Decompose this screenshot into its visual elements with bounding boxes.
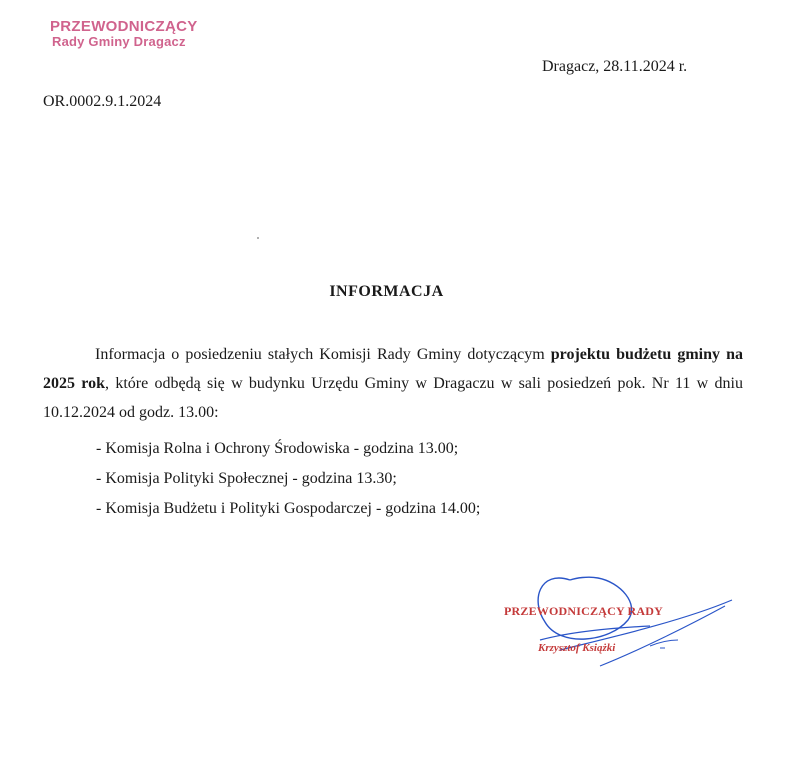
committee-list (96, 434, 480, 524)
list-item: - Komisja Rolna i Ochrony Środowiska - godzina 13.00; (96, 440, 459, 457)
body-paragraph (43, 340, 743, 427)
paragraph-part-1: Informacja o posiedzeniu stałych Komisji Rady Gminy dotyczącym (95, 346, 551, 363)
reference-number: OR.0002.9.1.2024 (43, 93, 162, 110)
scan-speck (257, 237, 259, 239)
signature-stamp-title: PRZEWODNICZĄCY RADY (504, 604, 664, 618)
list-item: - Komisja Budżetu i Polityki Gospodarczej - godzina 14.00; (96, 500, 481, 517)
paragraph-bold-phrase: projektu budżetu gminy na 2025 rok (43, 346, 743, 392)
paragraph-part-2: , które odbędą się w budynku Urzędu Gminy w Dragaczu w sali posiedzeń pok. Nr 11 w dniu 10.12.2024 od godz. 13.00: (43, 375, 743, 421)
signature-block (500, 570, 750, 680)
stamp-line-2: Rady Gminy Dragacz (52, 34, 186, 50)
list-item: - Komisja Polityki Społecznej - godzina 13.30; (96, 470, 397, 487)
document-title: INFORMACJA (329, 283, 444, 300)
handwritten-signature-icon (500, 570, 750, 680)
stamp-chairman (50, 18, 198, 50)
place-and-date: Dragacz, 28.11.2024 r. (542, 58, 688, 75)
signature-stamp-name: Krzysztof Książki (538, 642, 616, 654)
stamp-line-1: PRZEWODNICZĄCY (50, 18, 198, 35)
